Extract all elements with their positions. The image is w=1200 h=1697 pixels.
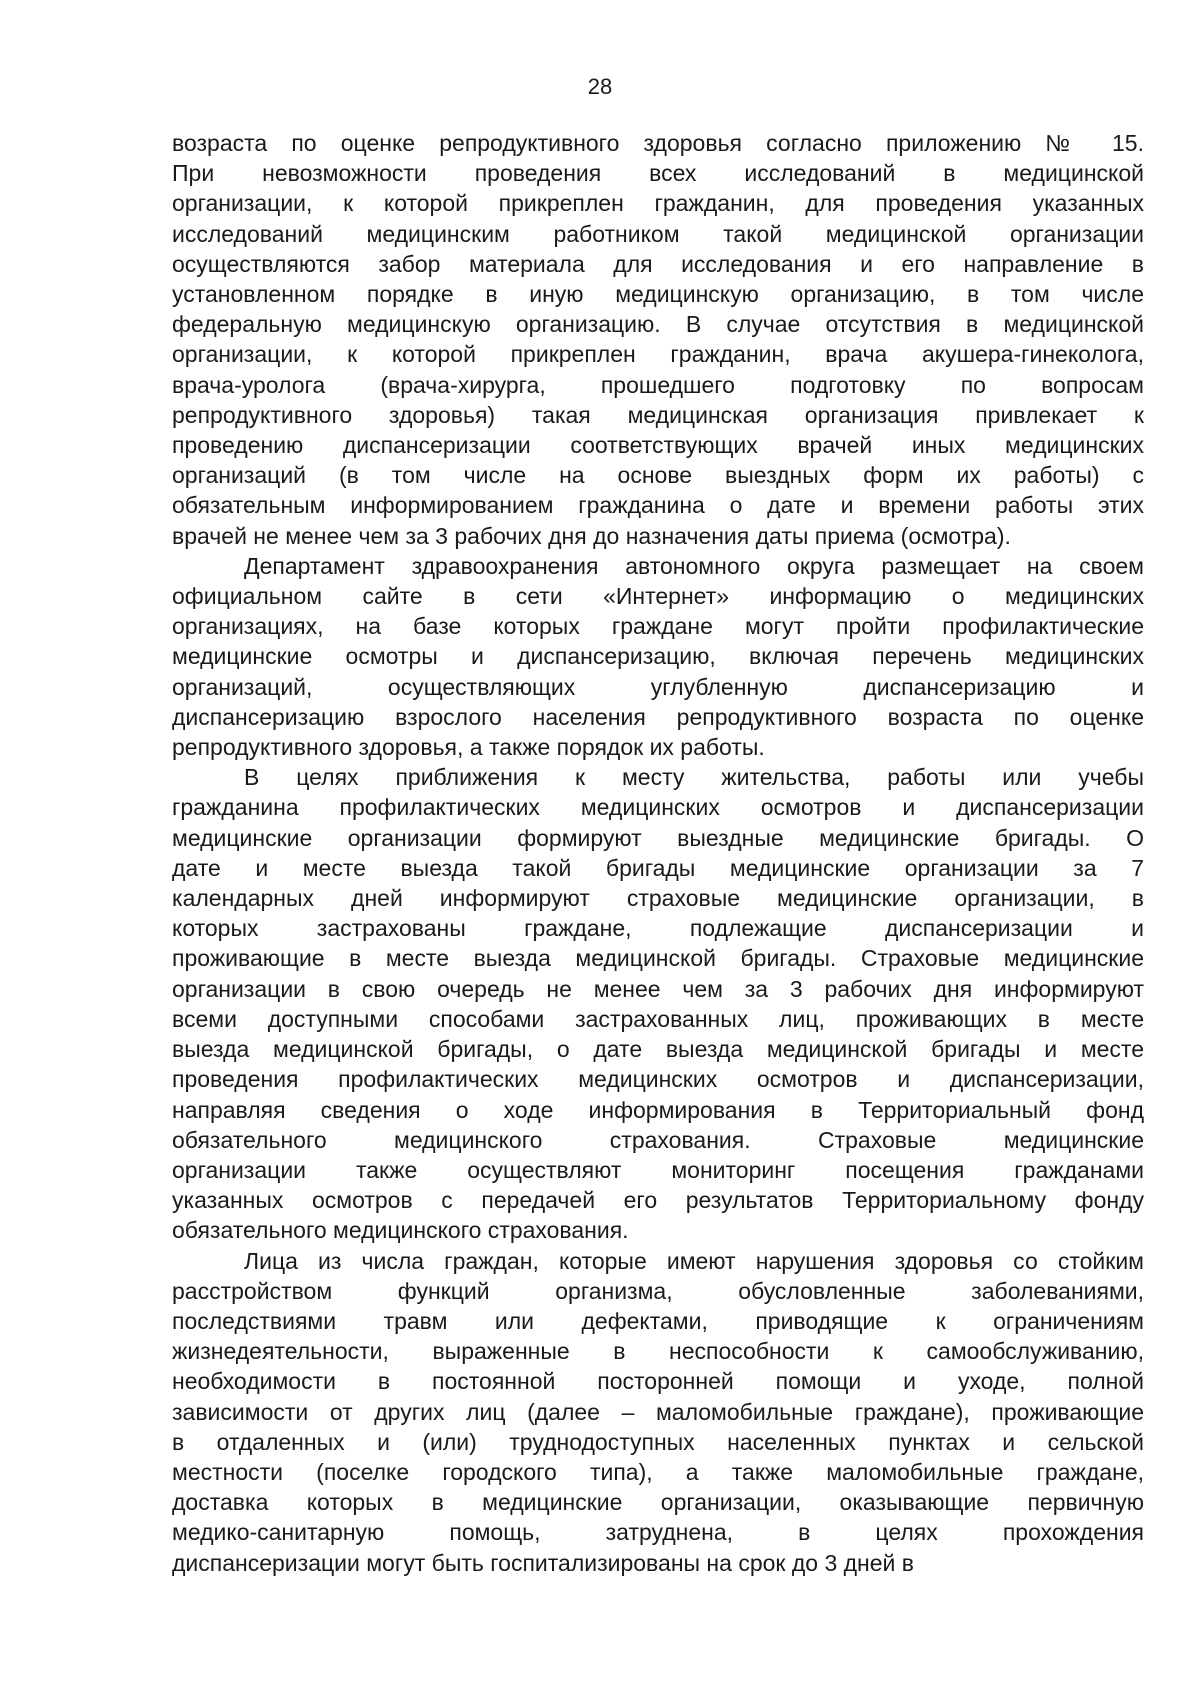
text-line	[172, 400, 1144, 430]
line-text: всеми доступными способами застрахованных лиц, проживающих в месте	[172, 1005, 1144, 1032]
line-text: медицинские осмотры и диспансеризацию, включая перечень медицинских	[172, 643, 1144, 670]
text-line	[172, 339, 1144, 369]
line-text: которых застрахованы граждане, подлежащие диспансеризации и	[172, 915, 1144, 942]
line-text: жизнедеятельности, выраженные в неспособности к самообслуживанию,	[172, 1338, 1144, 1365]
text-line	[172, 521, 1144, 551]
line-text: организации в свою очередь не менее чем за 3 рабочих дня информируют	[172, 975, 1144, 1002]
line-text: расстройством функций организма, обусловленные заболеваниями,	[172, 1277, 1144, 1304]
text-line	[172, 1095, 1144, 1125]
text-line	[172, 430, 1144, 460]
paragraph	[172, 551, 1144, 762]
text-line	[172, 1034, 1144, 1064]
line-text: организаций (в том числе на основе выездных форм их работы) с	[172, 462, 1144, 489]
line-text: медико-санитарную помощь, затруднена, в целях прохождения	[172, 1519, 1144, 1546]
line-text: осуществляются забор материала для исследования и его направление в	[172, 250, 1144, 277]
text-line	[172, 1366, 1144, 1396]
line-text: федеральную медицинскую организацию. В случае отсутствия в медицинской	[172, 311, 1144, 338]
paragraph	[172, 762, 1144, 1245]
line-text: исследований медицинским работником такой медицинской организации	[172, 220, 1144, 247]
text-line	[172, 1397, 1144, 1427]
text-line	[172, 219, 1144, 249]
line-text: последствиями травм или дефектами, приводящие к ограничениям	[172, 1307, 1144, 1334]
text-line	[172, 309, 1144, 339]
page-number: 28	[587, 74, 613, 99]
text-line	[172, 1125, 1144, 1155]
text-line	[172, 460, 1144, 490]
line-text: проведению диспансеризации соответствующих врачей иных медицинских	[172, 432, 1144, 459]
text-line	[172, 158, 1144, 188]
text-line	[172, 1427, 1144, 1457]
line-text: организации, к которой прикреплен гражданин, врача акушера-гинеколога,	[172, 341, 1144, 368]
line-text: обязательного медицинского страхования. Страховые медицинские	[172, 1126, 1144, 1153]
line-text: врачей не менее чем за 3 рабочих дня до назначения даты приема (осмотра).	[172, 522, 1011, 549]
paragraph	[172, 1246, 1144, 1578]
line-text: дате и месте выезда такой бригады медицинские организации за 7	[172, 854, 1144, 881]
text-line	[172, 1064, 1144, 1094]
text-line	[172, 188, 1144, 218]
text-line	[172, 762, 1144, 792]
text-line	[172, 249, 1144, 279]
line-text: диспансеризации могут быть госпитализированы на срок до 3 дней в	[172, 1549, 915, 1576]
text-line	[172, 853, 1144, 883]
line-text: При невозможности проведения всех исследований в медицинской	[172, 160, 1144, 187]
text-line	[172, 1215, 1144, 1245]
line-text: Лица из числа граждан, которые имеют нарушения здоровья со стойким	[244, 1247, 1144, 1274]
text-line	[172, 1517, 1144, 1547]
line-text: направляя сведения о ходе информирования в Территориальный фонд	[172, 1096, 1144, 1123]
text-line	[172, 1457, 1144, 1487]
line-text: календарных дней информируют страховые медицинские организации, в	[172, 885, 1144, 912]
text-line	[172, 1276, 1144, 1306]
text-line	[172, 128, 1144, 158]
text-line	[172, 1336, 1144, 1366]
line-text: В целях приближения к месту жительства, работы или учебы	[244, 764, 1144, 791]
line-text: репродуктивного здоровья) такая медицинская организация привлекает к	[172, 401, 1144, 428]
text-line	[172, 974, 1144, 1004]
line-text: репродуктивного здоровья, а также порядок их работы.	[172, 734, 765, 761]
line-text: Департамент здравоохранения автономного округа размещает на своем	[244, 552, 1144, 579]
line-text: доставка которых в медицинские организации, оказывающие первичную	[172, 1489, 1144, 1516]
text-line	[172, 551, 1144, 581]
text-line	[172, 1487, 1144, 1517]
text-line	[172, 370, 1144, 400]
line-text: указанных осмотров с передачей его результатов Территориальному фонду	[172, 1187, 1144, 1214]
line-text: выезда медицинской бригады, о дате выезда медицинской бригады и месте	[172, 1036, 1144, 1063]
text-line	[172, 792, 1144, 822]
line-text: гражданина профилактических медицинских осмотров и диспансеризации	[172, 794, 1144, 821]
line-text: организации также осуществляют мониторинг посещения гражданами	[172, 1156, 1144, 1183]
line-text: проведения профилактических медицинских осмотров и диспансеризации,	[172, 1066, 1144, 1093]
text-line	[172, 1548, 1144, 1578]
text-line	[172, 672, 1144, 702]
text-line	[172, 581, 1144, 611]
text-line	[172, 823, 1144, 853]
line-text: организации, к которой прикреплен гражданин, для проведения указанных	[172, 190, 1144, 217]
text-line	[172, 490, 1144, 520]
text-line	[172, 611, 1144, 641]
line-text: в отдаленных и (или) труднодоступных населенных пунктах и сельской	[172, 1428, 1144, 1455]
paragraph	[172, 128, 1144, 551]
text-line	[172, 732, 1144, 762]
line-text: проживающие в месте выезда медицинской бригады. Страховые медицинские	[172, 945, 1144, 972]
text-line	[172, 702, 1144, 732]
text-line	[172, 1246, 1144, 1276]
text-line	[172, 913, 1144, 943]
text-line	[172, 883, 1144, 913]
line-text: диспансеризацию взрослого населения репродуктивного возраста по оценке	[172, 703, 1144, 730]
line-text: необходимости в постоянной посторонней помощи и уходе, полной	[172, 1368, 1144, 1395]
text-line	[172, 279, 1144, 309]
text-line	[172, 1185, 1144, 1215]
line-text: организаций, осуществляющих углубленную диспансеризацию и	[172, 673, 1144, 700]
document-body	[172, 128, 1144, 1578]
line-text: обязательного медицинского страхования.	[172, 1217, 629, 1244]
line-text: местности (поселке городского типа), а также маломобильные граждане,	[172, 1458, 1144, 1485]
line-text: медицинские организации формируют выездные медицинские бригады. О	[172, 824, 1144, 851]
text-line	[172, 1004, 1144, 1034]
text-line	[172, 1155, 1144, 1185]
line-text: врача-уролога (врача-хирурга, прошедшего подготовку по вопросам	[172, 371, 1144, 398]
text-line	[172, 1306, 1144, 1336]
text-line	[172, 641, 1144, 671]
line-text: официальном сайте в сети «Интернет» информацию о медицинских	[172, 583, 1144, 610]
line-text: зависимости от других лиц (далее – маломобильные граждане), проживающие	[172, 1398, 1144, 1425]
line-text: организациях, на базе которых граждане могут пройти профилактические	[172, 613, 1144, 640]
line-text: возраста по оценке репродуктивного здоровья согласно приложению № 15.	[172, 130, 1144, 156]
line-text: установленном порядке в иную медицинскую организацию, в том числе	[172, 281, 1144, 308]
line-text: обязательным информированием гражданина о дате и времени работы этих	[172, 492, 1144, 519]
text-line	[172, 943, 1144, 973]
